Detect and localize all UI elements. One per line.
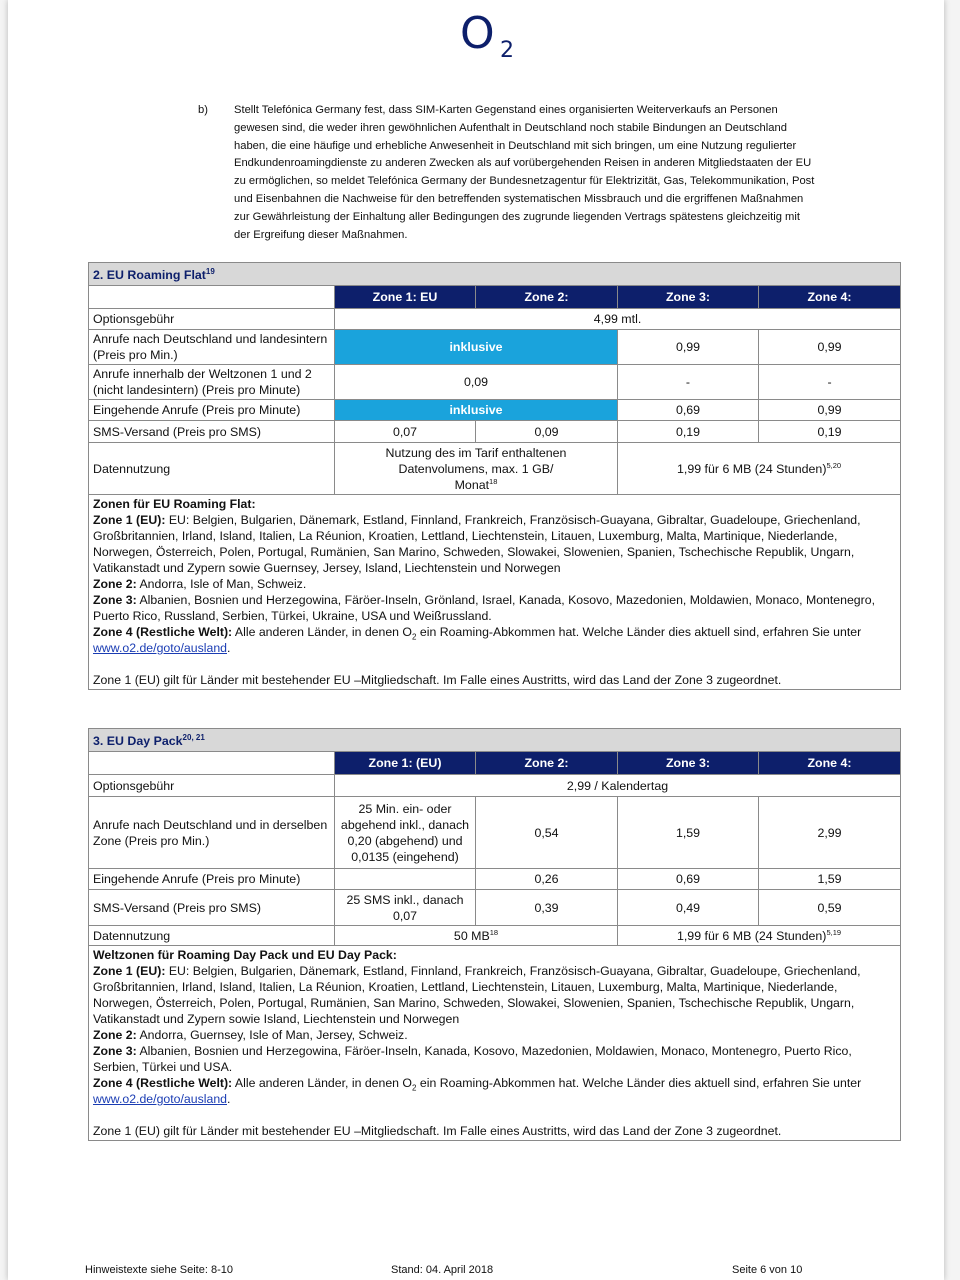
row-label: Eingehende Anrufe (Preis pro Minute): [89, 869, 335, 890]
row-label: Eingehende Anrufe (Preis pro Minute): [89, 400, 335, 421]
cell-value: 4,99 mtl.: [335, 309, 901, 330]
zone-footnote: Zone 1 (EU) gilt für Länder mit bestehender EU –Mitgliedschaft. Im Falle eines Austritts, wird das Land der Zone 3 zugeordnet.: [93, 1124, 782, 1138]
paragraph-b: [198, 102, 818, 244]
zone-notes-row: [89, 946, 901, 1141]
eu-day-pack-table: [88, 728, 901, 1141]
eu-roaming-flat-table: [88, 262, 901, 690]
row-label: Anrufe innerhalb der Weltzonen 1 und 2 (nicht landesintern) (Preis pro Minute): [89, 365, 335, 400]
cell-value: 0,39: [476, 890, 618, 926]
footer-center: Stand: 04. April 2018: [391, 1264, 494, 1276]
row-label: Datennutzung: [89, 926, 335, 946]
cell-value: 25 SMS inkl., danach 0,07: [335, 890, 476, 926]
cell-value: 50 MB$^{18}$: [335, 926, 618, 946]
row-label: Datennutzung: [89, 443, 335, 495]
table-row: [89, 309, 901, 330]
cell-value: 0,19: [759, 421, 901, 443]
zone-header-4: Zone 4:: [759, 286, 901, 309]
cell-value: 0,99: [759, 400, 901, 421]
o2-logo: O 2: [460, 8, 514, 63]
cell-value: 0,99: [759, 330, 901, 365]
ausland-link[interactable]: www.o2.de/goto/ausland: [93, 1092, 227, 1106]
ausland-link[interactable]: www.o2.de/goto/ausland: [93, 641, 227, 655]
cell-value: 0,09: [335, 365, 618, 400]
section-title: 3. EU Day Pack$^{20, 21}$: [89, 729, 901, 752]
document-page: [8, 0, 944, 1280]
table-row: [89, 365, 901, 400]
table-row: [89, 330, 901, 365]
row-label: Optionsgebühr: [89, 309, 335, 330]
cell-value: 25 Min. ein- oder abgehend inkl., danach 0,20 (abgehend) und 0,0135 (eingehend): [335, 797, 476, 869]
table-row: [89, 421, 901, 443]
zone-header-4: Zone 4:: [759, 752, 901, 775]
table-row: [89, 926, 901, 946]
table-row: [89, 869, 901, 890]
cell-value: 2,99 / Kalendertag: [335, 775, 901, 797]
inklusive-cell: inklusive: [335, 330, 618, 365]
table-row: [89, 400, 901, 421]
zone-footnote: Zone 1 (EU) gilt für Länder mit bestehender EU –Mitgliedschaft. Im Falle eines Austritts, wird das Land der Zone 3 zugeordnet.: [93, 673, 782, 687]
row-label: Anrufe nach Deutschland und in derselben Zone (Preis pro Min.): [89, 797, 335, 869]
table-row: [89, 797, 901, 869]
cell-value: 0,54: [476, 797, 618, 869]
cell-value: 1,99 für 6 MB (24 Stunden)$^{5,19}$: [618, 926, 901, 946]
cell-value: 2,99: [759, 797, 901, 869]
row-label: Anrufe nach Deutschland und landesintern (Preis pro Min.): [89, 330, 335, 365]
cell-value: 1,59: [759, 869, 901, 890]
cell-value: 1,99 für 6 MB (24 Stunden)$^{5,20}$: [618, 443, 901, 495]
zone-header-3: Zone 3:: [618, 286, 759, 309]
table-row: [89, 443, 901, 495]
inklusive-cell: inklusive: [335, 400, 618, 421]
zone-header-2: Zone 2:: [476, 286, 618, 309]
table-row: [89, 890, 901, 926]
cell-value: Nutzung des im Tarif enthaltenen Datenvolumens, max. 1 GB/ Monat$^{18}$: [335, 443, 618, 495]
cell-value: -: [618, 365, 759, 400]
cell-value: 0,69: [618, 400, 759, 421]
footer-right: Seite 6 von 10: [732, 1264, 803, 1276]
cell-value: 0,99: [618, 330, 759, 365]
row-label: SMS-Versand (Preis pro SMS): [89, 890, 335, 926]
cell-value: 0,07: [335, 421, 476, 443]
table-row: [89, 775, 901, 797]
cell-value: 0,59: [759, 890, 901, 926]
section-title: 2. EU Roaming Flat$^{19}$: [89, 263, 901, 286]
zone-header-3: Zone 3:: [618, 752, 759, 775]
cell-value: 1,59: [618, 797, 759, 869]
zone-notes: Zonen für EU Roaming Flat: Zone 1 (EU): EU: Belgien, Bulgarien, Dänemark, Estland, Finnland, Frankreich, Französisch-Guayana, Gibraltar, Guadeloupe, Griechenland, Großbritannien, Irland, Island, Italien, La Réunion, Kroatien, Lettland, Liechtenstein, Litauen, Luxemburg, Malta, Martinique, Niederlande, Norwegen, Österreich, Polen, Portugal, Rumänien, San Marino, Schweden, Slowakei, Slowenien, Spanien, Tschechische Republik, Ungarn, Vatikanstadt und Zypern sowie Guernsey, Jersey, Island, Liechtenstein und Norwegen Zone 2: Andorra, Isle of Man, Schweiz. Zone 3: Albanien, Bosnien und Herzegowina, Färöer-Inseln, Grönland, Israel, Kanada, Kosovo, Mazedonien, Moldawien, Monaco, Montenegro, Puerto Rico, Russland, Serbien, Türkei, Ukraine, USA und Weißrussland. Zone 4 (Restliche Welt): Alle anderen Länder, in denen $O_2$ ein Roaming-Abkommen hat. Welche Länder dies aktuell sind, erfahren Sie unter www.o2.de/goto/ausland. Zone 1 (EU) gilt für Länder mit bestehender EU –Mitgliedschaft. Im Falle eines Austritts, wird das Land der Zone 3 zugeordnet.: [89, 495, 901, 690]
zone-notes-row: [89, 495, 901, 690]
cell-value: 0,49: [618, 890, 759, 926]
cell-value: 0,09: [476, 421, 618, 443]
zone-header-1: Zone 1: (EU): [335, 752, 476, 775]
footer-left: Hinweistexte siehe Seite: 8-10: [85, 1264, 233, 1276]
zone-notes: Weltzonen für Roaming Day Pack und EU Day Pack: Zone 1 (EU): EU: Belgien, Bulgarien, Dänemark, Estland, Finnland, Frankreich, Französisch-Guayana, Gibraltar, Guadeloupe, Griechenland, Großbritannien, Irland, Island, Italien, La Réunion, Kroatien, Lettland, Liechtenstein, Litauen, Luxemburg, Malta, Martinique, Niederlande, Norwegen, Österreich, Polen, Portugal, Rumänien, San Marino, Schweden, Slowakei, Slowenien, Spanien, Tschechische Republik, Ungarn, Vatikanstadt und Zypern sowie Island, Liechtenstein und Norwegen Zone 2: Andorra, Guernsey, Isle of Man, Jersey, Schweiz. Zone 3: Albanien, Bosnien und Herzegowina, Färöer-Inseln, Kanada, Kosovo, Mazedonien, Moldawien, Monaco, Montenegro, Puerto Rico, Serbien, Türkei und USA. Zone 4 (Restliche Welt): Alle anderen Länder, in denen $O_2$ ein Roaming-Abkommen hat. Welche Länder dies aktuell sind, erfahren Sie unter www.o2.de/goto/ausland. Zone 1 (EU) gilt für Länder mit bestehender EU –Mitgliedschaft. Im Falle eines Austritts, wird das Land der Zone 3 zugeordnet.: [89, 946, 901, 1141]
row-label: SMS-Versand (Preis pro SMS): [89, 421, 335, 443]
cell-value: 0,19: [618, 421, 759, 443]
cell-value: 0,26: [476, 869, 618, 890]
cell-value: 0,69: [618, 869, 759, 890]
cell-value: -: [759, 365, 901, 400]
zone-header-2: Zone 2:: [476, 752, 618, 775]
row-label: Optionsgebühr: [89, 775, 335, 797]
paragraph-text: Stellt Telefónica Germany fest, dass SIM-Karten Gegenstand eines organisierten Weiterverkaufs an Personen gewesen sind, die weder ihren gewöhnlichen Aufenthalt in Deutschland noch stabile Bindungen an Deutschland haben, die eine häufige und erhebliche Anwesenheit in Deutschland mit sich bringen, um eine Nutzung regulierter Endkundenroamingdienste zu anderen Zwecken als auf vorübergehenden Reisen in anderen Mitgliedstaaten der EU zu ermöglichen, so meldet Telefónica Germany der Bundesnetzagentur für Elektrizität, Gas, Telekommunikation, Post und Eisenbahnen die Nachweise für den betreffenden systematischen Missbrauch und die ergriffenen Maßnahmen zur Gewährleistung der Einhaltung aller Bedingungen des zugrunde liegenden Vertrags spätestens gleichzeitig mit der Ergreifung dieser Maßnahmen.: [234, 104, 815, 241]
paragraph-marker: b): [198, 104, 208, 116]
zone-header-1: Zone 1: EU: [335, 286, 476, 309]
